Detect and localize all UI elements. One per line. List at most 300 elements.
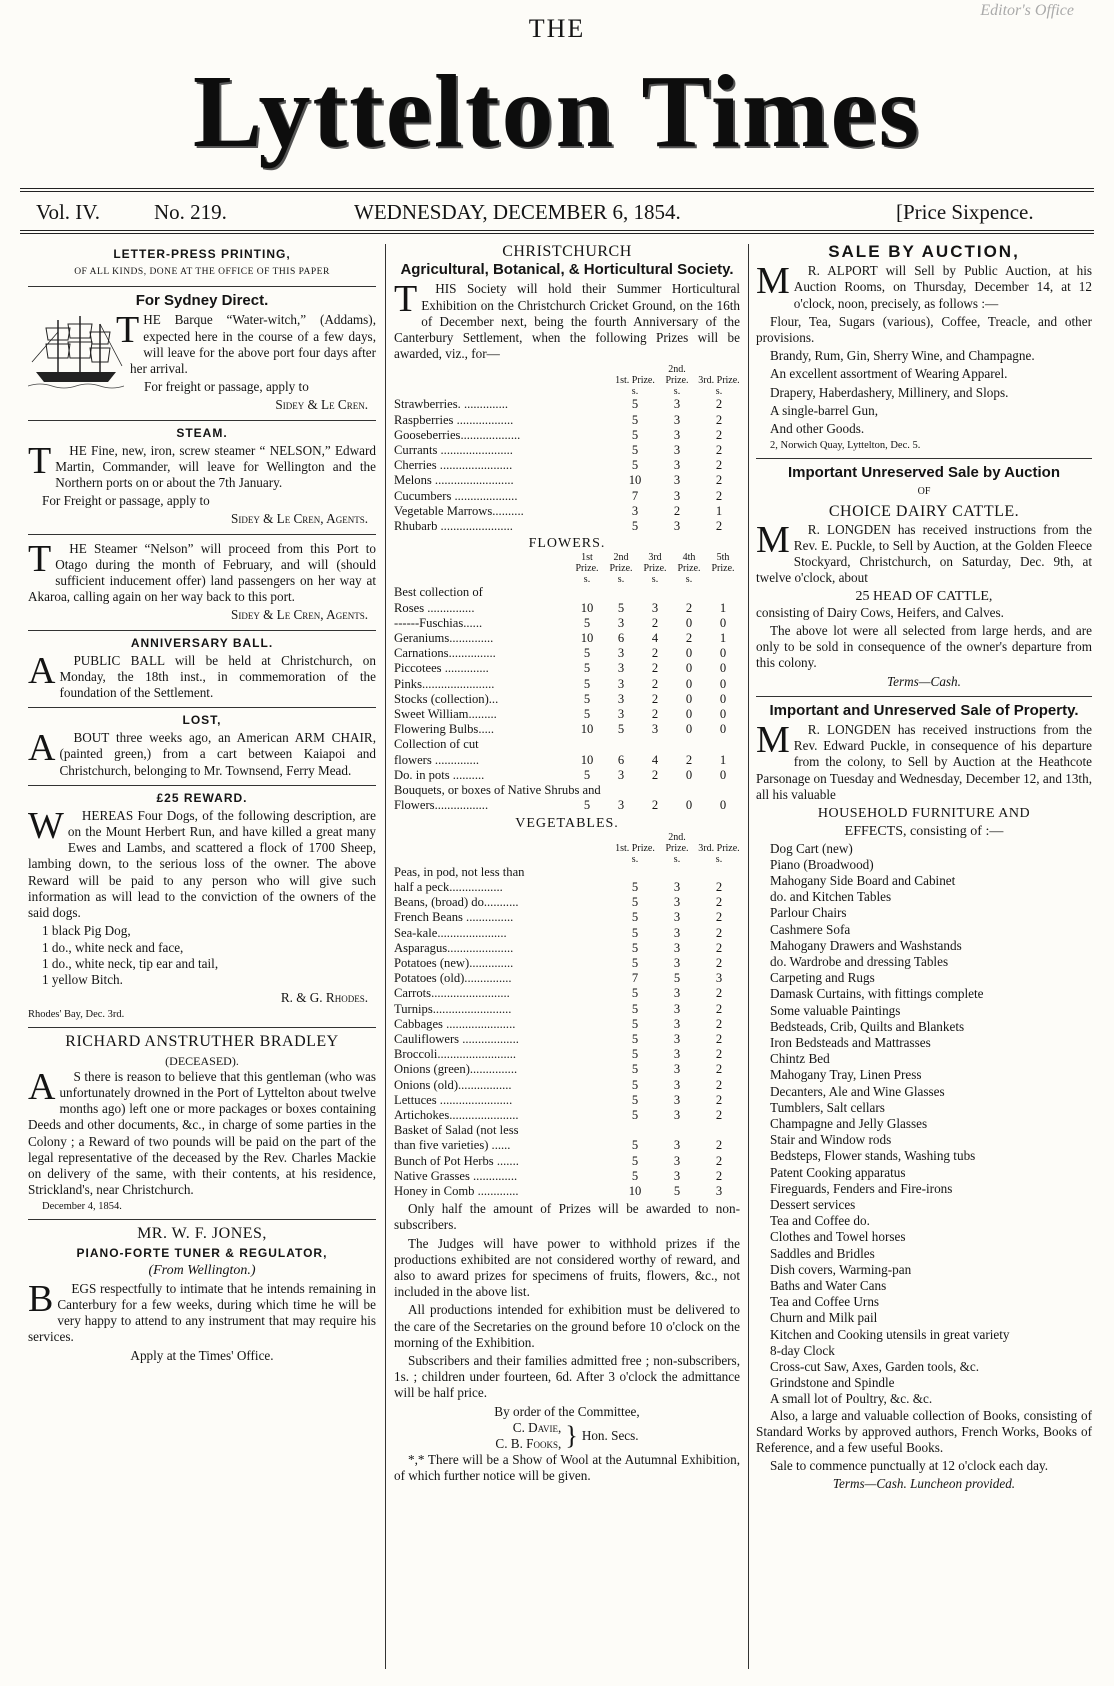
secretary-name: C. Davie, (512, 1419, 562, 1435)
table-row (394, 1108, 740, 1123)
prize-value: 5 (631, 1107, 639, 1122)
cattle-heading: Important Unreserved Sale by Auction (787, 464, 1060, 482)
column-divider (385, 244, 386, 1669)
ball-heading: ANNIVERSARY BALL. (130, 635, 274, 650)
prize-value: 3 (715, 971, 723, 986)
prize-value: 3 (617, 615, 625, 630)
item-name: than five varieties) ...... (394, 1138, 511, 1153)
prize-value: 2 (715, 1107, 723, 1122)
prize-value: 3 (617, 661, 625, 676)
column-divider (748, 244, 749, 1669)
prize-value: 3 (673, 910, 681, 925)
prize-value: 5 (631, 895, 639, 910)
prize-value: 5 (673, 971, 681, 986)
column-header: 2nd Prize. (609, 552, 633, 575)
steam-body: THE Fine, new, iron, screw steamer “ NELSON,” Edward Martin, Commander, will leave for Wellington and the Northern ports on or about the 7th January. (28, 439, 376, 491)
prize-value: 3 (673, 427, 681, 442)
list-item: Brandy, Rum, Gin, Sherry Wine, and Champagne. (770, 348, 1035, 364)
prize-value: 0 (719, 615, 727, 630)
item-name: Vegetable Marrows.......... (394, 503, 524, 518)
table-row (394, 753, 740, 768)
jones-heading: MR. W. F. JONES, (137, 1225, 267, 1243)
item-name: Beans, (broad) do........... (394, 895, 519, 910)
table-row (394, 428, 740, 443)
cattle-terms: Terms—Cash. (887, 673, 961, 689)
item-name: Gooseberries................... (394, 427, 521, 442)
column-header: 1st. Prize. (615, 375, 655, 387)
cattle-body: MR. LONGDEN has received instructions from the Rev. E. Puckle, to Sell by Auction, at the Golden Fleece Stockyard, Christchurch, on Saturday, Dec. 9th, at twelve o'clock, about (756, 518, 1092, 586)
prize-value: 3 (673, 473, 681, 488)
prize-value: 5 (631, 1138, 639, 1153)
table-row (394, 707, 740, 722)
item-name: Onions (old)................. (394, 1077, 512, 1092)
item-name: Carrots......................... (394, 986, 510, 1001)
item-name: Pinks....................... (394, 676, 495, 691)
item-name: Piccotees .............. (394, 661, 489, 676)
prize-value: 0 (685, 676, 693, 691)
prize-value: 2 (651, 646, 659, 661)
prize-value: 3 (617, 767, 625, 782)
nelson-ad (28, 537, 376, 624)
divider (756, 696, 1092, 697)
volume: Vol. IV. (36, 200, 100, 224)
prize-value: 0 (685, 646, 693, 661)
prize-value: 7 (631, 488, 639, 503)
list-item: 1 do., white neck and face, (42, 939, 184, 955)
prize-value: 5 (631, 925, 639, 940)
unit-label: s. (583, 574, 591, 586)
prize-value: 3 (617, 676, 625, 691)
prize-value: 2 (651, 615, 659, 630)
list-item: do. and Kitchen Tables (770, 889, 892, 905)
prize-value: 6 (617, 631, 625, 646)
prize-value: 3 (673, 925, 681, 940)
prize-value: 3 (673, 1001, 681, 1016)
prize-value: 3 (617, 691, 625, 706)
list-item: A single-barrel Gun, (770, 402, 879, 418)
prize-value: 1 (719, 752, 727, 767)
ball-body: APUBLIC BALL will be held at Christchurch, on Monday, the 18th inst., in commemoration of the foundation of the Settlement. (28, 649, 376, 701)
prize-value: 10 (628, 473, 642, 488)
table-row-label: Basket of Salad (not less (394, 1123, 519, 1138)
flower-prize-table (394, 552, 740, 813)
prize-value: 5 (583, 798, 591, 813)
prize-value: 3 (617, 646, 625, 661)
item-name: Cauliflowers .................. (394, 1031, 519, 1046)
prize-value: 5 (583, 707, 591, 722)
table-row (394, 397, 740, 412)
note-judges: The Judges will have power to withhold prizes if the productions exhibited are not considered worthy of reward, and also to award prizes for specimens of fruits, flowers, &c., not included in the above list. (394, 1235, 740, 1300)
table-row (394, 616, 740, 631)
prize-value: 2 (715, 955, 723, 970)
prize-value: 0 (685, 691, 693, 706)
column-header: 3rd. Prize. (698, 842, 740, 854)
prize-value: 5 (583, 691, 591, 706)
column-header: 1st. Prize. (615, 842, 655, 854)
table-row (394, 661, 740, 676)
prize-value: 2 (715, 910, 723, 925)
table-row (394, 722, 740, 737)
bradley-heading: RICHARD ANSTRUTHER BRADLEY (65, 1033, 339, 1051)
list-item: do. Wardrobe and dressing Tables (770, 953, 949, 969)
property-sub: HOUSEHOLD FURNITURE AND (817, 806, 1031, 822)
prize-value: 10 (580, 631, 594, 646)
prize-value: 2 (715, 1168, 723, 1183)
prize-value: 2 (715, 519, 723, 534)
prize-value: 2 (715, 1153, 723, 1168)
prize-value: 7 (631, 971, 639, 986)
divider (28, 1027, 376, 1028)
brace-icon: } (565, 1420, 578, 1450)
table-row (394, 489, 740, 504)
prize-value: 3 (673, 940, 681, 955)
item-name: Melons ......................... (394, 473, 514, 488)
prize-value: 5 (583, 615, 591, 630)
table-row (394, 631, 740, 646)
prize-value: 2 (715, 412, 723, 427)
prize-value: 5 (631, 1153, 639, 1168)
table-row (394, 956, 740, 971)
item-name: Bunch of Pot Herbs ....... (394, 1153, 519, 1168)
masthead (0, 0, 1114, 190)
prize-value: 3 (617, 798, 625, 813)
table-row (394, 601, 740, 616)
prize-value: 2 (715, 397, 723, 412)
vegetables-heading: VEGETABLES. (515, 815, 619, 831)
item-name: Potatoes (new).............. (394, 955, 514, 970)
prize-value: 0 (719, 691, 727, 706)
prize-value: 5 (583, 661, 591, 676)
table-row (394, 880, 740, 895)
list-item: 8-day Clock (770, 1342, 835, 1358)
table-row (394, 443, 740, 458)
prize-value: 2 (715, 473, 723, 488)
sydney-signature: Sidey & Le Cren. (275, 397, 368, 413)
prize-value: 1 (719, 631, 727, 646)
prize-value: 0 (685, 707, 693, 722)
item-name: Flowers................. (394, 798, 489, 813)
table-row (394, 1062, 740, 1077)
item-name: Cherries ....................... (394, 458, 513, 473)
fruit-prize-table (394, 364, 740, 534)
list-item: Dessert services (770, 1196, 856, 1212)
cattle-title: CHOICE DAIRY CATTLE. (828, 502, 1020, 520)
unit-label: s. (715, 386, 723, 398)
list-item: Stair and Window rods (770, 1132, 892, 1148)
list-item: 1 yellow Bitch. (42, 971, 123, 987)
auction-ad (756, 244, 1092, 452)
divider (28, 785, 376, 786)
newspaper-title: Lyttelton Times (192, 54, 922, 169)
prize-value: 3 (673, 1047, 681, 1062)
table-row-label: Bouquets, or boxes of Native Shrubs and (394, 783, 601, 798)
list-item: Kitchen and Cooking utensils in great variety (770, 1326, 1010, 1342)
masthead-rule (20, 188, 1094, 189)
property-body: MR. LONGDEN has received instructions from the Rev. Edward Puckle, in consequence of his departure from the colony, to Sell by Auction at the Heathcote Parsonage on Tuesday and Wednesday, December 12, and 13th, all his valuable (756, 719, 1092, 802)
prize-value: 2 (651, 661, 659, 676)
prize-value: 10 (580, 600, 594, 615)
table-row (394, 1047, 740, 1062)
prize-value: 2 (715, 1062, 723, 1077)
sydney-ad (28, 293, 376, 413)
column-header: 3rd Prize. (643, 552, 667, 575)
prize-value: 2 (651, 798, 659, 813)
prize-value: 2 (651, 707, 659, 722)
prize-value: 3 (673, 1016, 681, 1031)
prize-value: 3 (673, 519, 681, 534)
prize-value: 5 (631, 427, 639, 442)
jones-body: BEGS respectfully to intimate that he intends remaining in Canterbury for a few weeks, during which time he will be very happy to attend to any instrument that may require his services. (28, 1277, 376, 1345)
wool-note: *,* There will be a Show of Wool at the Autumnal Exhibition, of which further notice will be given. (394, 1452, 740, 1484)
column-header: 2nd. Prize. (665, 364, 689, 387)
prize-value: 0 (685, 722, 693, 737)
column-2 (394, 244, 740, 1487)
list-item: Mahogany Tray, Linen Press (770, 1067, 922, 1083)
item-name: Rhubarb ....................... (394, 519, 513, 534)
column-header: 3rd. Prize. (698, 375, 740, 387)
item-name: Cabbages ...................... (394, 1016, 516, 1031)
prize-value: 2 (715, 458, 723, 473)
dateline (36, 200, 1086, 230)
table-row (394, 768, 740, 783)
prize-value: 10 (580, 752, 594, 767)
table-row (394, 1017, 740, 1032)
prize-value: 3 (673, 458, 681, 473)
prize-value: 3 (673, 1168, 681, 1183)
column-header: 1st Prize. (575, 552, 599, 575)
prize-value: 0 (719, 707, 727, 722)
prize-value: 2 (715, 1001, 723, 1016)
prize-value: 3 (617, 707, 625, 722)
jones-from: (From Wellington.) (148, 1262, 256, 1278)
prize-value: 4 (651, 752, 659, 767)
printing-ad (28, 248, 376, 280)
list-item: Mahogany Drawers and Washstands (770, 937, 962, 953)
prize-value: 3 (673, 397, 681, 412)
prize-value: 3 (673, 1031, 681, 1046)
table-row (394, 926, 740, 941)
item-name: Raspberries .................. (394, 412, 514, 427)
nelson-signature: Sidey & Le Cren, Agents. (230, 607, 368, 623)
sydney-apply: For freight or passage, apply to (144, 379, 309, 395)
list-item: Some valuable Paintings (770, 1002, 901, 1018)
column-3 (756, 244, 1092, 1493)
prize-value: 3 (673, 1138, 681, 1153)
jones-apply: Apply at the Times' Office. (130, 1347, 274, 1363)
prize-value: 3 (673, 879, 681, 894)
furniture-list (756, 841, 1092, 1408)
item-name: Sweet William......... (394, 707, 497, 722)
prize-value: 3 (651, 722, 659, 737)
table-row (394, 986, 740, 1001)
column-header: 5th Prize. (711, 552, 735, 575)
prize-value: 0 (685, 767, 693, 782)
prize-value: 5 (631, 443, 639, 458)
bradley-date: December 4, 1854. (42, 1201, 122, 1213)
prize-value: 3 (673, 1092, 681, 1107)
flowers-heading: FLOWERS. (528, 536, 606, 552)
item-name: Cucumbers .................... (394, 488, 518, 503)
list-item: A small lot of Poultry, &c. &c. (770, 1391, 933, 1407)
auction-items (756, 314, 1092, 437)
secretaries-label: Hon. Secs. (581, 1427, 639, 1443)
list-item: 1 black Pig Dog, (42, 923, 131, 939)
unit-label: s. (617, 574, 625, 586)
item-name: Asparagus..................... (394, 940, 514, 955)
divider (28, 630, 376, 631)
unit-label: s. (673, 853, 681, 865)
society-name: Agricultural, Botanical, & Horticultural Society. (400, 261, 734, 279)
dateline-rule (20, 233, 1094, 234)
prize-value: 2 (715, 1077, 723, 1092)
cattle-body2: consisting of Dairy Cows, Heifers, and Calves. (756, 604, 1004, 620)
table-row (394, 941, 740, 956)
table-row (394, 519, 740, 534)
secretaries (394, 1420, 740, 1452)
note-delivery: All productions intended for exhibition must be delivered to the care of the Secretaries on the ground before 10 o'clock on the morning of the Exhibition. (394, 1302, 740, 1350)
prize-value: 5 (617, 722, 625, 737)
auction-body: MR. ALPORT will Sell by Public Auction, at his Auction Rooms, on Thursday, December 14, at 12 o'clock, noon, precisely, as follows :— (756, 260, 1092, 311)
jones-ad (28, 1226, 376, 1363)
prize-value: 10 (580, 722, 594, 737)
prize-value: 3 (673, 488, 681, 503)
prize-value: 2 (685, 752, 693, 767)
column-1 (28, 244, 376, 1364)
lost-body: ABOUT three weeks ago, an American ARM CHAIR, (painted green,) from a cart between Kaiapoi and Christchurch, belonging to Mr. Townsend, Ferry Mead. (28, 727, 376, 778)
item-name: Flowering Bulbs..... (394, 722, 495, 737)
prize-value: 0 (719, 798, 727, 813)
item-name: Potatoes (old)............... (394, 971, 512, 986)
item-name: French Beans ............... (394, 910, 514, 925)
list-item: Tea and Coffee do. (770, 1213, 870, 1229)
prize-value: 0 (719, 722, 727, 737)
prize-value: 5 (631, 1047, 639, 1062)
issue-date: WEDNESDAY, DECEMBER 6, 1854. (354, 200, 681, 224)
prize-value: 5 (631, 458, 639, 473)
prize-value: 5 (631, 397, 639, 412)
unit-label: s. (715, 853, 723, 865)
prize-value: 2 (715, 925, 723, 940)
prize-value: 3 (673, 895, 681, 910)
society-intro: THIS Society will hold their Summer Horticultural Exhibition on the Christchurch Cricket Ground, on the 16th of December next, being the fourth Anniversary of the Canterbury Settlement, when the following Prizes will be awarded, viz., for— (394, 278, 740, 362)
prize-value: 3 (673, 1077, 681, 1092)
list-item: Cashmere Sofa (770, 921, 851, 937)
list-item: Champagne and Jelly Glasses (770, 1115, 928, 1131)
vegetable-prize-table (394, 832, 740, 1199)
divider (28, 420, 376, 421)
society-heading: CHRISTCHURCH (502, 243, 632, 260)
divider (28, 286, 376, 287)
table-row-label: Collection of cut (394, 737, 479, 752)
masthead-the: THE (528, 14, 586, 43)
list-item: Clothes and Towel horses (770, 1229, 906, 1245)
dog-list (28, 923, 376, 988)
prize-value: 0 (685, 661, 693, 676)
list-item: Saddles and Bridles (770, 1245, 875, 1261)
prize-value: 5 (617, 600, 625, 615)
item-name: Currants ....................... (394, 443, 513, 458)
prize-value: 2 (715, 488, 723, 503)
table-row (394, 910, 740, 925)
divider (28, 1219, 376, 1220)
steam-ad (28, 427, 376, 528)
table-row (394, 473, 740, 488)
prize-value: 2 (715, 1031, 723, 1046)
list-item: Parlour Chairs (770, 905, 847, 921)
prize-value: 5 (673, 1183, 681, 1198)
prize-value: 5 (631, 879, 639, 894)
prize-value: 2 (685, 600, 693, 615)
bradley-ad (28, 1034, 376, 1213)
prize-value: 3 (673, 1153, 681, 1168)
table-row (394, 692, 740, 707)
prize-value: 2 (673, 503, 681, 518)
item-name: Broccoli......................... (394, 1047, 517, 1062)
table-row (394, 1093, 740, 1108)
steam-apply: For Freight or passage, apply to (42, 493, 210, 509)
prize-value: 2 (685, 631, 693, 646)
property-sale: Sale to commence punctually at 12 o'clock each day. (770, 1458, 1048, 1474)
nelson-body: THE Steamer “Nelson” will proceed from this Port to Otago during the month of February, and will (should sufficient inducement offer) land passengers on her way at Akaroa, calling again on her way back to this port. (28, 537, 376, 605)
list-item: Cross-cut Saw, Axes, Garden tools, &c. (770, 1359, 980, 1374)
prize-value: 3 (631, 503, 639, 518)
table-row-label: Peas, in pod, not less than (394, 864, 525, 879)
column-header: 4th Prize. (677, 552, 701, 575)
prize-value: 3 (715, 1183, 723, 1198)
list-item: Patent Cooking apparatus (770, 1164, 906, 1180)
dateline-rule (20, 230, 1094, 231)
reward-heading: £25 REWARD. (156, 790, 248, 805)
prize-value: 2 (715, 427, 723, 442)
prize-value: 2 (715, 443, 723, 458)
list-item: Mahogany Side Board and Cabinet (770, 872, 956, 888)
auction-address: 2, Norwich Quay, Lyttelton, Dec. 5. (770, 440, 921, 452)
list-item: And other Goods. (770, 421, 865, 437)
list-item: Dish covers, Warming-pan (770, 1261, 912, 1277)
list-item: Churn and Milk pail (770, 1310, 878, 1326)
prize-value: 5 (631, 1031, 639, 1046)
price: [Price Sixpence. (896, 200, 1034, 224)
prize-value: 5 (631, 1168, 639, 1183)
prize-value: 2 (715, 895, 723, 910)
unit-label: s. (685, 574, 693, 586)
divider (756, 458, 1092, 459)
handwritten-note: Editor's Office (980, 2, 1074, 19)
prize-value: 5 (631, 910, 639, 925)
item-name: Lettuces ....................... (394, 1092, 513, 1107)
item-name: Geraniums.............. (394, 631, 494, 646)
prize-value: 2 (651, 767, 659, 782)
list-item: Piano (Broadwood) (770, 856, 874, 872)
prize-value: 5 (631, 1001, 639, 1016)
list-item: Chintz Bed (770, 1051, 830, 1067)
prize-value: 5 (583, 767, 591, 782)
masthead-rule (20, 191, 1094, 192)
steam-signature: Sidey & Le Cren, Agents. (230, 511, 368, 527)
item-name: half a peck................. (394, 879, 503, 894)
unit-label: s. (631, 853, 639, 865)
prize-value: 10 (628, 1183, 642, 1198)
list-item: Baths and Water Cans (770, 1277, 887, 1293)
table-row (394, 798, 740, 813)
reward-signature: R. & G. Rhodes. (280, 990, 368, 1006)
list-item: 1 do., white neck, tip ear and tail, (42, 955, 219, 971)
table-row (394, 971, 740, 986)
table-row (394, 458, 740, 473)
table-row (394, 1032, 740, 1047)
property-heading: Important and Unreserved Sale of Property. (769, 701, 1079, 719)
list-item: Iron Bedsteads and Mattrasses (770, 1034, 931, 1050)
